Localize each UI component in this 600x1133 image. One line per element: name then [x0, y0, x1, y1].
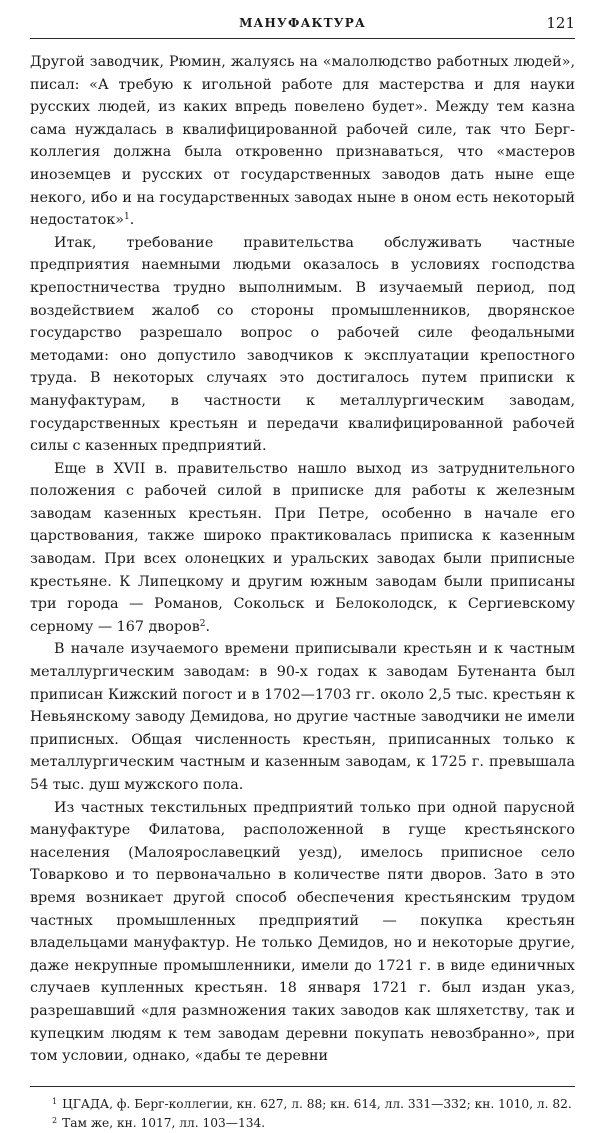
page-number: 121 — [546, 14, 575, 32]
paragraph-text: Еще в XVII в. правительство нашло выход из затруднительного положения с рабочей силой в приписке для работы к железным заводам казенных крестьян. При Петре, особенно в начале его царствования, также широко практиковалась приписка к казенным заводам. При всех олонецких и уральских заводах были приписные крестьяне. К Липецкому и другим южным заводам были приписаны три города — Романов, Сокольск и Белоколодск, к Сергиевскому серному — 167 дворов — [30, 460, 575, 635]
body-text — [30, 51, 575, 1068]
paragraph-text: В начале изучаемого времени приписывали крестьян и к частным металлургическим заводам: в 90-х годах к заводам Бутенанта был приписан Кижский погост и в 1702—1703 гг. около 2,5 тыс. крестьян к Невьянскому заводу Демидова, но другие частные заводчики не имели приписных. Общая численность крестьян, приписанных только к металлургическим частным и казенным заводам, к 1725 г. превышала 54 тыс. душ мужского пола. — [30, 641, 575, 793]
paragraph — [30, 797, 575, 1068]
footnote — [30, 1114, 575, 1133]
footnote-divider — [30, 1086, 575, 1087]
book-page — [30, 14, 575, 1133]
footnote-marker: 1 — [124, 212, 130, 223]
running-title: МАНУФАКТУРА — [239, 16, 366, 30]
paragraph-text: Итак, требование правительства обслуживать частные предприятия наемными людьми оказалось в условиях господства крепостничества трудно выполнимым. В изучаемый период, под воздействием жалоб со стороны промышленников, дворянское государство разрешало вопрос о рабочей силе феодальными методами: оно допустило заводчиков к эксплуатации крепостного труда. В некоторых случаях это достигалось путем приписки к мануфактурам, в частности к металлургическим заводам, государственных крестьян и передачи квалифицированной рабочей силы с казенных предприятий. — [30, 234, 575, 455]
paragraph-text: . — [205, 618, 211, 635]
paragraph-text: . — [129, 212, 135, 229]
paragraph — [30, 638, 575, 796]
footnote-text: ЦГАДА, ф. Берг-коллегии, кн. 627, л. 88; кн. 614, лл. 331—332; кн. 1010, л. 82. — [62, 1096, 572, 1111]
footnote — [30, 1095, 575, 1114]
paragraph — [30, 458, 575, 639]
footnote-marker: 2 — [199, 618, 206, 629]
page-header — [30, 14, 575, 39]
footnote-text: Там же, кн. 1017, лл. 103—134. — [62, 1115, 266, 1130]
paragraph-text: Другой заводчик, Рюмин, жалуясь на «малолюдство работных людей», писал: «А требую к игольной работе для мастерства и для науки русских людей, из каких впредь повелено будет». Между тем казна сама нуждалась в квалифицированной рабочей силе, так что Берг-коллегия должна была откровенно признаваться, что «мастеров иноземцев и русских от государственных заводов дать ныне еще некого, ибо и на государственных заводах ныне в оном есть некоторый недостаток» — [30, 54, 575, 229]
paragraph — [30, 51, 575, 232]
paragraph — [30, 232, 575, 458]
footnotes — [30, 1095, 575, 1133]
footnote-number: 1 — [52, 1096, 58, 1106]
paragraph-text: Из частных текстильных предприятий только при одной парусной мануфактуре Филатова, расположенной в гуще крестьянского населения (Малоярославецкий уезд), имелось приписное село Товарково и то первоначально в количестве пяти дворов. Зато в это время возникает другой способ обеспечения крестьянским трудом частных промышленных предприятий — покупка крестьян владельцами мануфактур. Не только Демидов, но и некоторые другие, даже некрупные промышленники, имели до 1721 г. в виде единичных случаев купленных крестьян. 18 января 1721 г. был издан указ, разрешавший «для размножения таких заводов как шляхетству, так и купецким людям к тем заводам деревни покупать невозбранно», при том условии, однако, «дабы те деревни — [30, 799, 575, 1065]
footnote-number: 2 — [52, 1115, 58, 1125]
